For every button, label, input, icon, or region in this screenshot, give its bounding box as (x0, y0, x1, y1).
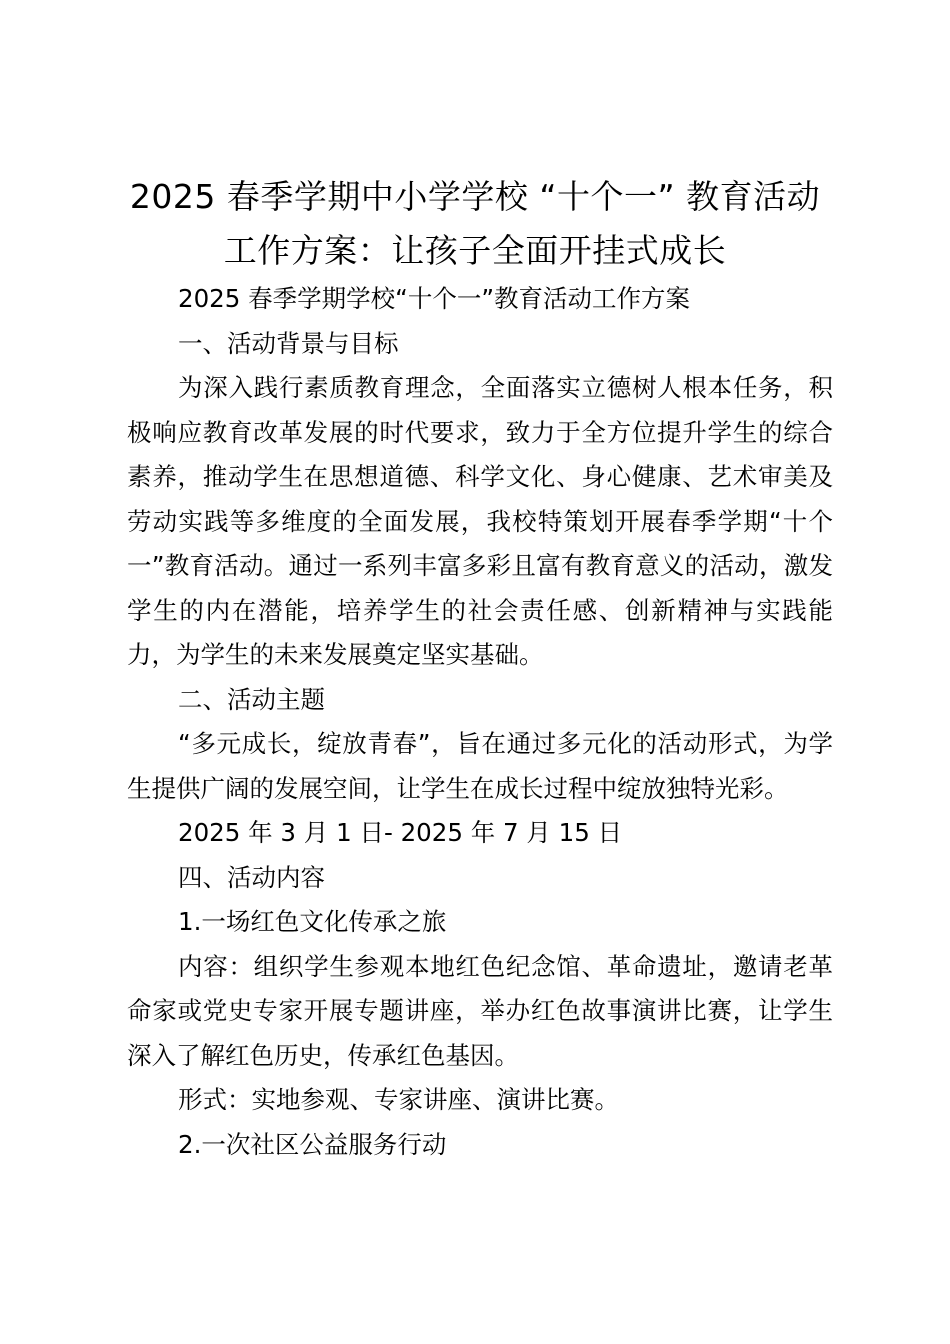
subtitle-paragraph: 2025 春季学期学校“十个一”教育活动工作方案 (178, 284, 691, 313)
section-heading-theme: 二、活动主题 (178, 684, 325, 714)
theme-paragraph: “多元成长，绽放青春”，旨在通过多元化的活动形式，为学生提供广阔的发展空间，让学生在成长过程中绽放独特光彩。 (127, 729, 833, 803)
date-range-paragraph: 2025 年 3 月 1 日- 2025 年 7 月 15 日 (178, 818, 623, 847)
background-paragraph: 为深入践行素质教育理念，全面落实立德树人根本任务，积极响应教育改革发展的时代要求，致力于全方位提升学生的综合素养，推动学生在思想道德、科学文化、身心健康、艺术审美及劳动实践等多维度的全面发展，我校特策划开展春季学期“十个一”教育活动。通过一系列丰富多彩且富有教育意义的活动，激发学生的内在潜能，培养学生的社会责任感、创新精神与实践能力，为学生的未来发展奠定坚实基础。 (127, 373, 833, 669)
item-heading-red-culture: 1.一场红色文化传承之旅 (178, 907, 447, 936)
red-culture-content-paragraph: 内容：组织学生参观本地红色纪念馆、革命遗址，邀请老革命家或党史专家开展专题讲座，举办红色故事演讲比赛，让学生深入了解红色历史，传承红色基因。 (127, 951, 833, 1070)
section-heading-content: 四、活动内容 (178, 862, 325, 892)
document-body (127, 277, 833, 1167)
document-title: 2025 春季学期中小学学校 “十个一” 教育活动工作方案：让孩子全面开挂式成长 (129, 177, 821, 270)
item-heading-community-service: 2.一次社区公益服务行动 (178, 1129, 447, 1159)
section-heading-background: 一、活动背景与目标 (178, 328, 399, 358)
red-culture-form-paragraph: 形式：实地参观、专家讲座、演讲比赛。 (178, 1085, 619, 1114)
